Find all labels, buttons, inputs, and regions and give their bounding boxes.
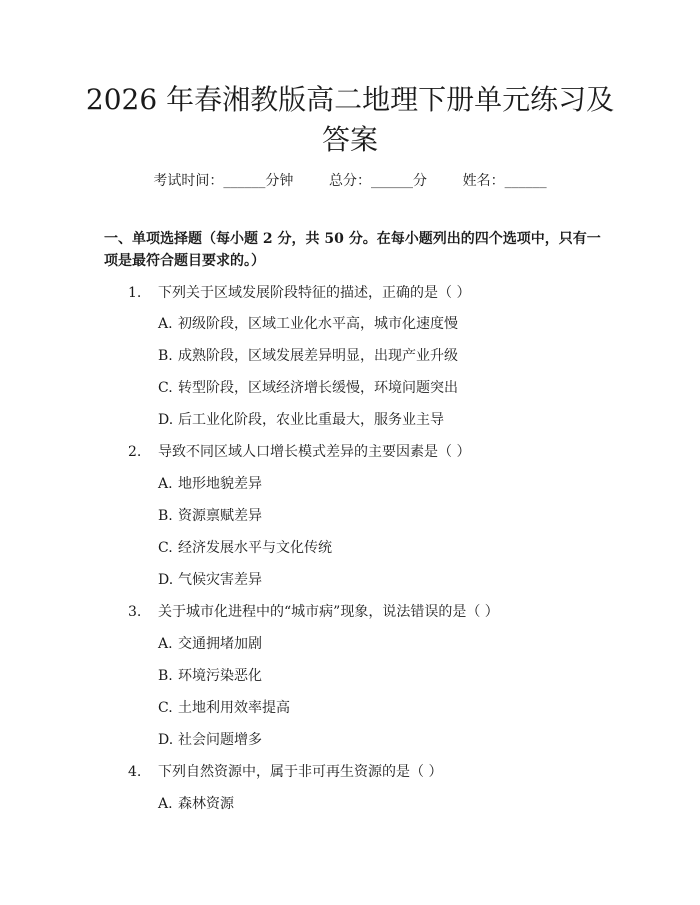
time-blank: ______ [223, 173, 266, 189]
question-3-option-a [158, 633, 262, 653]
score-label: 总分： [329, 173, 371, 189]
document-title: 2026 年春湘教版高二地理下册单元练习及答案 [85, 83, 615, 156]
question-number: 1. [128, 285, 142, 301]
question-1 [128, 282, 470, 302]
option-letter: B. [158, 668, 173, 684]
option-letter: A. [158, 636, 173, 652]
time-label: 考试时间： [153, 173, 224, 189]
option-letter: B. [158, 508, 173, 524]
question-2-option-a [158, 473, 262, 493]
exam-info-line [0, 170, 700, 190]
question-2-option-b [158, 505, 262, 525]
score-blank: ______ [371, 173, 413, 189]
option-letter: C. [158, 700, 173, 716]
question-1-option-a [158, 313, 458, 333]
option-text: 后工业化阶段，农业比重最大，服务业主导 [178, 412, 444, 428]
option-text: 转型阶段，区域经济增长缓慢，环境问题突出 [178, 380, 458, 396]
option-letter: C. [158, 540, 173, 556]
option-letter: D. [158, 732, 174, 748]
question-text: 下列关于区域发展阶段特征的描述，正确的是（ ） [158, 285, 471, 301]
score-unit: 分 [413, 173, 427, 189]
option-text: 环境污染恶化 [178, 668, 262, 684]
option-text: 气候灾害差异 [178, 572, 262, 588]
question-4-option-a [158, 793, 234, 813]
option-text: 地形地貌差异 [178, 476, 262, 492]
name-label: 姓名： [462, 173, 505, 189]
option-text: 土地利用效率提高 [178, 700, 290, 716]
time-unit: 分钟 [265, 173, 294, 189]
question-number: 2. [128, 444, 142, 460]
question-1-option-d [158, 409, 444, 429]
option-text: 森林资源 [178, 796, 234, 812]
question-2-option-c [158, 537, 332, 557]
question-text: 导致不同区域人口增长模式差异的主要因素是（ ） [158, 444, 471, 460]
question-number: 3. [128, 604, 142, 620]
option-text: 社会问题增多 [178, 732, 262, 748]
question-4 [128, 761, 442, 781]
question-1-option-b [158, 345, 458, 365]
question-3-option-d [158, 729, 262, 749]
question-3-option-c [158, 697, 290, 717]
question-3-option-b [158, 665, 262, 685]
question-1-option-c [158, 377, 458, 397]
option-letter: A. [158, 316, 173, 332]
question-text: 下列自然资源中，属于非可再生资源的是（ ） [158, 764, 443, 780]
option-letter: A. [158, 476, 173, 492]
option-text: 成熟阶段，区域发展差异明显，出现产业升级 [178, 348, 458, 364]
option-letter: D. [158, 572, 174, 588]
option-letter: A. [158, 796, 173, 812]
option-letter: C. [158, 380, 173, 396]
option-text: 初级阶段，区域工业化水平高，城市化速度慢 [178, 316, 458, 332]
section-heading: 一、单项选择题（每小题 2 分，共 50 分。在每小题列出的四个选项中，只有一项是最符合题目要求的。） [104, 231, 601, 269]
question-2-option-d [158, 569, 262, 589]
option-letter: B. [158, 348, 173, 364]
question-3 [128, 601, 499, 621]
name-blank: ______ [504, 173, 547, 189]
question-text: 关于城市化进程中的“城市病”现象，说法错误的是（ ） [158, 604, 499, 620]
option-text: 经济发展水平与文化传统 [178, 540, 332, 556]
question-number: 4. [128, 764, 142, 780]
option-letter: D. [158, 412, 174, 428]
option-text: 交通拥堵加剧 [178, 636, 262, 652]
option-text: 资源禀赋差异 [178, 508, 262, 524]
question-2 [128, 441, 470, 461]
